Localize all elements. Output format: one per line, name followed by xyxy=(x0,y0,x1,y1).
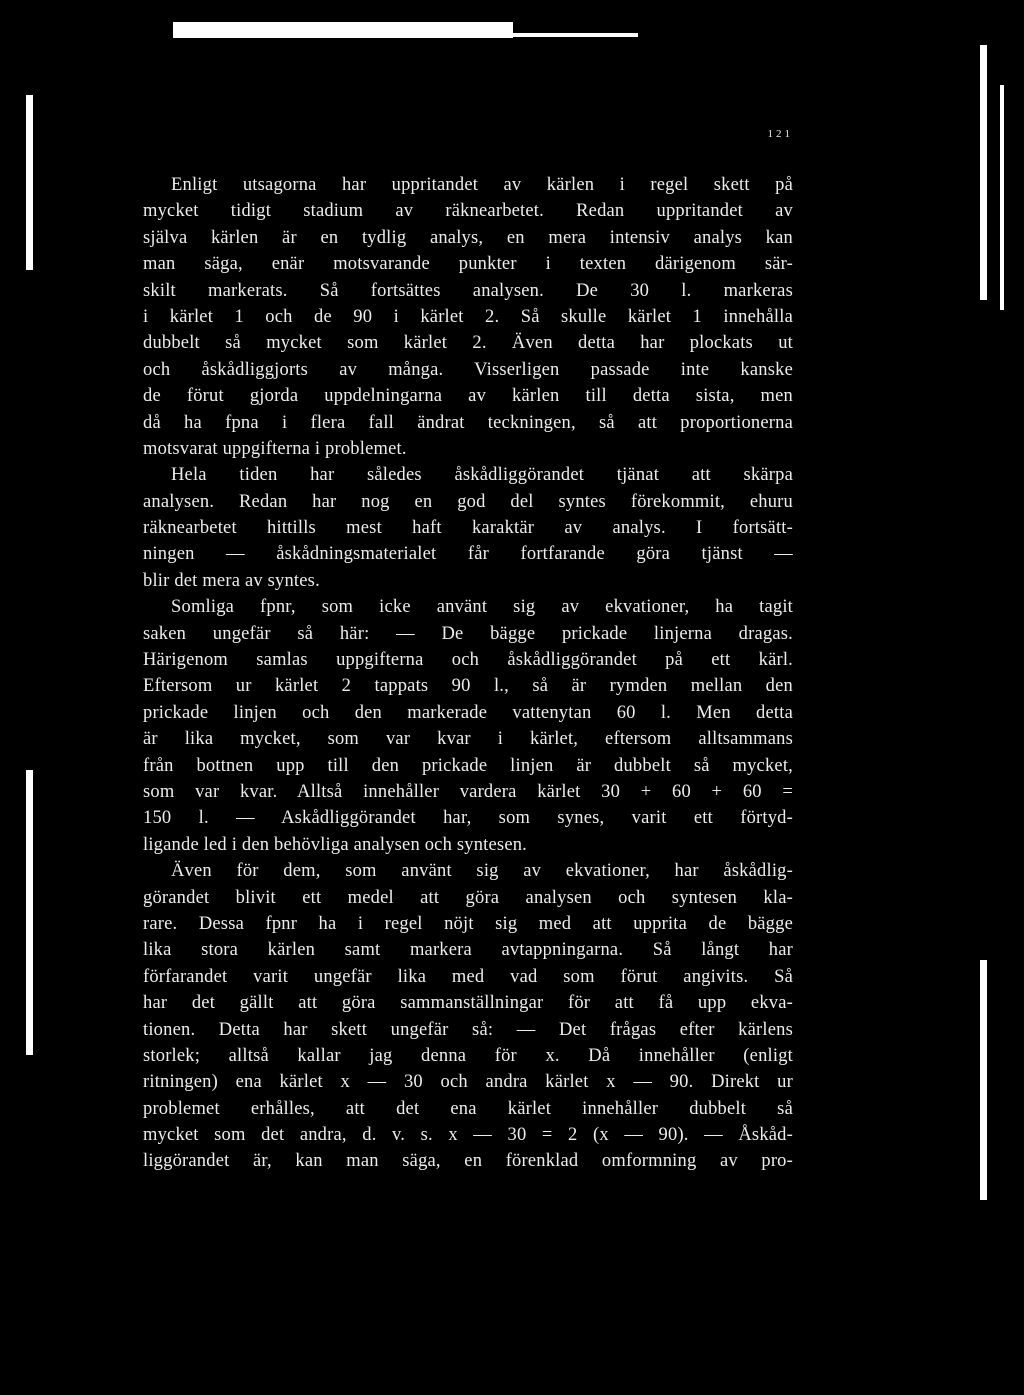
text-line: mycket som det andra, d. v. s. x — 30 = 2 (x — 90). — Åskåd- xyxy=(143,1125,793,1146)
text-line: motsvarat uppgifterna i problemet. xyxy=(143,438,407,459)
page-body xyxy=(143,128,793,1175)
text-line: Somliga fpnr, som icke använt sig av ekvationer, ha tagit xyxy=(171,597,793,618)
text-line: Eftersom ur kärlet 2 tappats 90 l., så är rymden mellan den xyxy=(143,676,793,697)
text-line: skilt markerats. Så fortsättes analysen. De 30 l. markeras xyxy=(143,280,793,301)
text-line: storlek; alltså kallar jag denna för x. Då innehåller (enligt xyxy=(143,1045,793,1066)
text-line: Även för dem, som använt sig av ekvationer, har åskådlig- xyxy=(171,861,793,882)
text-line: och åskådliggjorts av många. Visserligen passade inte kanske xyxy=(143,359,793,380)
text-line: problemet erhålles, att det ena kärlet innehåller dubbelt så xyxy=(143,1098,793,1119)
scan-border-left-upper xyxy=(26,95,33,270)
text-line: då ha fpna i flera fall ändrat teckningen, så att proportionerna xyxy=(143,412,793,433)
text-line: i kärlet 1 och de 90 i kärlet 2. Så skulle kärlet 1 innehålla xyxy=(143,306,793,327)
paragraph-3 xyxy=(143,594,793,858)
scan-border-right-upper-thin xyxy=(1000,85,1004,310)
text-line: 150 l. — Askådliggörandet har, som synes, varit ett förtyd- xyxy=(143,808,793,829)
paragraph-4 xyxy=(143,858,793,1175)
text-line: blir det mera av syntes. xyxy=(143,570,320,591)
text-line: saken ungefär så här: — De bägge prickade linjerna dragas. xyxy=(143,623,793,644)
paragraph-1 xyxy=(143,172,793,462)
text-line: har det gällt att göra sammanställningar för att få upp ekva- xyxy=(143,993,793,1014)
text-line: Enligt utsagorna har uppritandet av kärlen i regel skett på xyxy=(171,175,793,195)
text-line: mycket tidigt stadium av räknearbetet. Redan uppritandet av xyxy=(143,201,793,222)
text-line: som var kvar. Alltså innehåller vardera kärlet 30 + 60 + 60 = xyxy=(143,781,793,802)
paragraph-2 xyxy=(143,462,793,594)
text-line: ritningen) ena kärlet x — 30 och andra kärlet x — 90. Direkt ur xyxy=(143,1072,793,1093)
text-line: Hela tiden har således åskådliggörandet tjänat att skärpa xyxy=(171,465,793,486)
text-line: förfarandet varit ungefär lika med vad som förut angivits. Så xyxy=(143,966,793,987)
scan-border-right-upper xyxy=(980,45,987,300)
text-line: lika stora kärlen samt markera avtappningarna. Så långt har xyxy=(143,940,793,961)
text-line: dubbelt så mycket som kärlet 2. Även detta har plockats ut xyxy=(143,333,793,354)
scan-border-top-thin xyxy=(513,33,638,37)
text-line: prickade linjen och den markerade vattenytan 60 l. Men detta xyxy=(143,702,793,723)
page-number: 121 xyxy=(767,128,793,140)
text-line: man säga, enär motsvarande punkter i texten därigenom sär- xyxy=(143,254,793,275)
text-line: från bottnen upp till den prickade linjen är dubbelt så mycket, xyxy=(143,755,793,776)
text-line: liggörandet är, kan man säga, en förenklad omformning av pro- xyxy=(143,1151,793,1172)
text-line: själva kärlen är en tydlig analys, en mera intensiv analys kan xyxy=(143,227,793,248)
text-line: räknearbetet hittills mest haft karaktär av analys. I fortsätt- xyxy=(143,518,793,539)
text-line: ligande led i den behövliga analysen och syntesen. xyxy=(143,834,528,855)
text-line: är lika mycket, som var kvar i kärlet, eftersom alltsammans xyxy=(143,729,793,750)
text-line: de förut gjorda uppdelningarna av kärlen till detta sista, men xyxy=(143,386,793,407)
text-line: görandet blivit ett medel att göra analysen och syntesen kla- xyxy=(143,887,793,908)
text-line: ningen — åskådningsmaterialet får fortfarande göra tjänst — xyxy=(143,544,793,565)
text-line: rare. Dessa fpnr ha i regel nöjt sig med att upprita de bägge xyxy=(143,913,793,934)
text-line: Härigenom samlas uppgifterna och åskådliggörandet på ett kärl. xyxy=(143,650,793,671)
scan-border-left-lower xyxy=(26,770,33,1055)
text-line: tionen. Detta har skett ungefär så: — Det frågas efter kärlens xyxy=(143,1019,793,1040)
scan-border-right-lower xyxy=(980,960,987,1200)
text-line: analysen. Redan har nog en god del syntes förekommit, ehuru xyxy=(143,491,793,512)
scan-border-top xyxy=(173,22,513,38)
